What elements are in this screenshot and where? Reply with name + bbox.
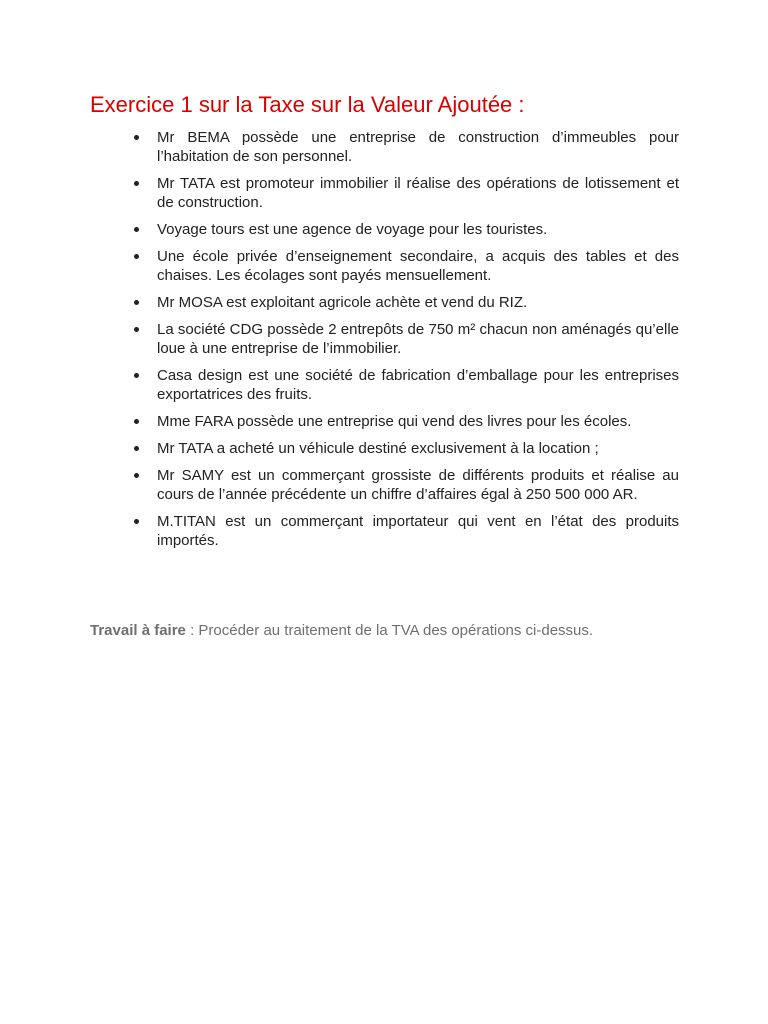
task-instruction [90,621,593,641]
list-item-text: Mr TATA est promoteur immobilier il réalise des opérations de lotissement et de construction. [157,175,679,211]
bullet-icon [134,473,139,478]
list-item [134,366,679,404]
list-item-text: Mme FARA possède une entreprise qui vend des livres pour les écoles. [157,413,632,430]
list-item-text: Mr SAMY est un commerçant grossiste de différents produits et réalise au cours de l’année précédente un chiffre d’affaires égal à 250 500 000 AR. [157,467,679,503]
list-item [134,293,679,312]
exercise-title: Exercice 1 sur la Taxe sur la Valeur Ajoutée : [90,92,525,117]
bullet-icon [134,446,139,451]
bullet-icon [134,181,139,186]
operations-list [134,128,679,558]
list-item [134,220,679,239]
task-text: : Procéder au traitement de la TVA des opérations ci-dessus. [185,622,594,639]
task-label: Travail à faire [90,622,186,639]
bullet-icon [134,135,139,140]
bullet-icon [134,519,139,524]
list-item-text: Une école privée d’enseignement secondaire, a acquis des tables et des chaises. Les écolages sont payés mensuellement. [157,248,679,284]
list-item-text: La société CDG possède 2 entrepôts de 750 m² chacun non aménagés qu’elle loue à une entreprise de l’immobilier. [157,321,679,357]
list-item [134,466,679,504]
bullet-icon [134,300,139,305]
bullet-icon [134,419,139,424]
bullet-icon [134,254,139,259]
list-item [134,174,679,212]
list-item [134,320,679,358]
list-item [134,512,679,550]
bullet-icon [134,373,139,378]
list-item-text: Casa design est une société de fabrication d’emballage pour les entreprises exportatrices des fruits. [157,367,679,403]
list-item [134,128,679,166]
list-item-text: Mr BEMA possède une entreprise de construction d’immeubles pour l’habitation de son personnel. [157,129,679,165]
list-item-text: M.TITAN est un commerçant importateur qui vent en l’état des produits importés. [157,513,679,549]
bullet-icon [134,227,139,232]
list-item-text: Mr TATA a acheté un véhicule destiné exclusivement à la location ; [157,440,599,457]
list-item-text: Mr MOSA est exploitant agricole achète et vend du RIZ. [157,294,528,311]
list-item [134,247,679,285]
list-item [134,439,679,458]
list-item [134,412,679,431]
bullet-icon [134,327,139,332]
list-item-text: Voyage tours est une agence de voyage pour les touristes. [157,221,548,238]
